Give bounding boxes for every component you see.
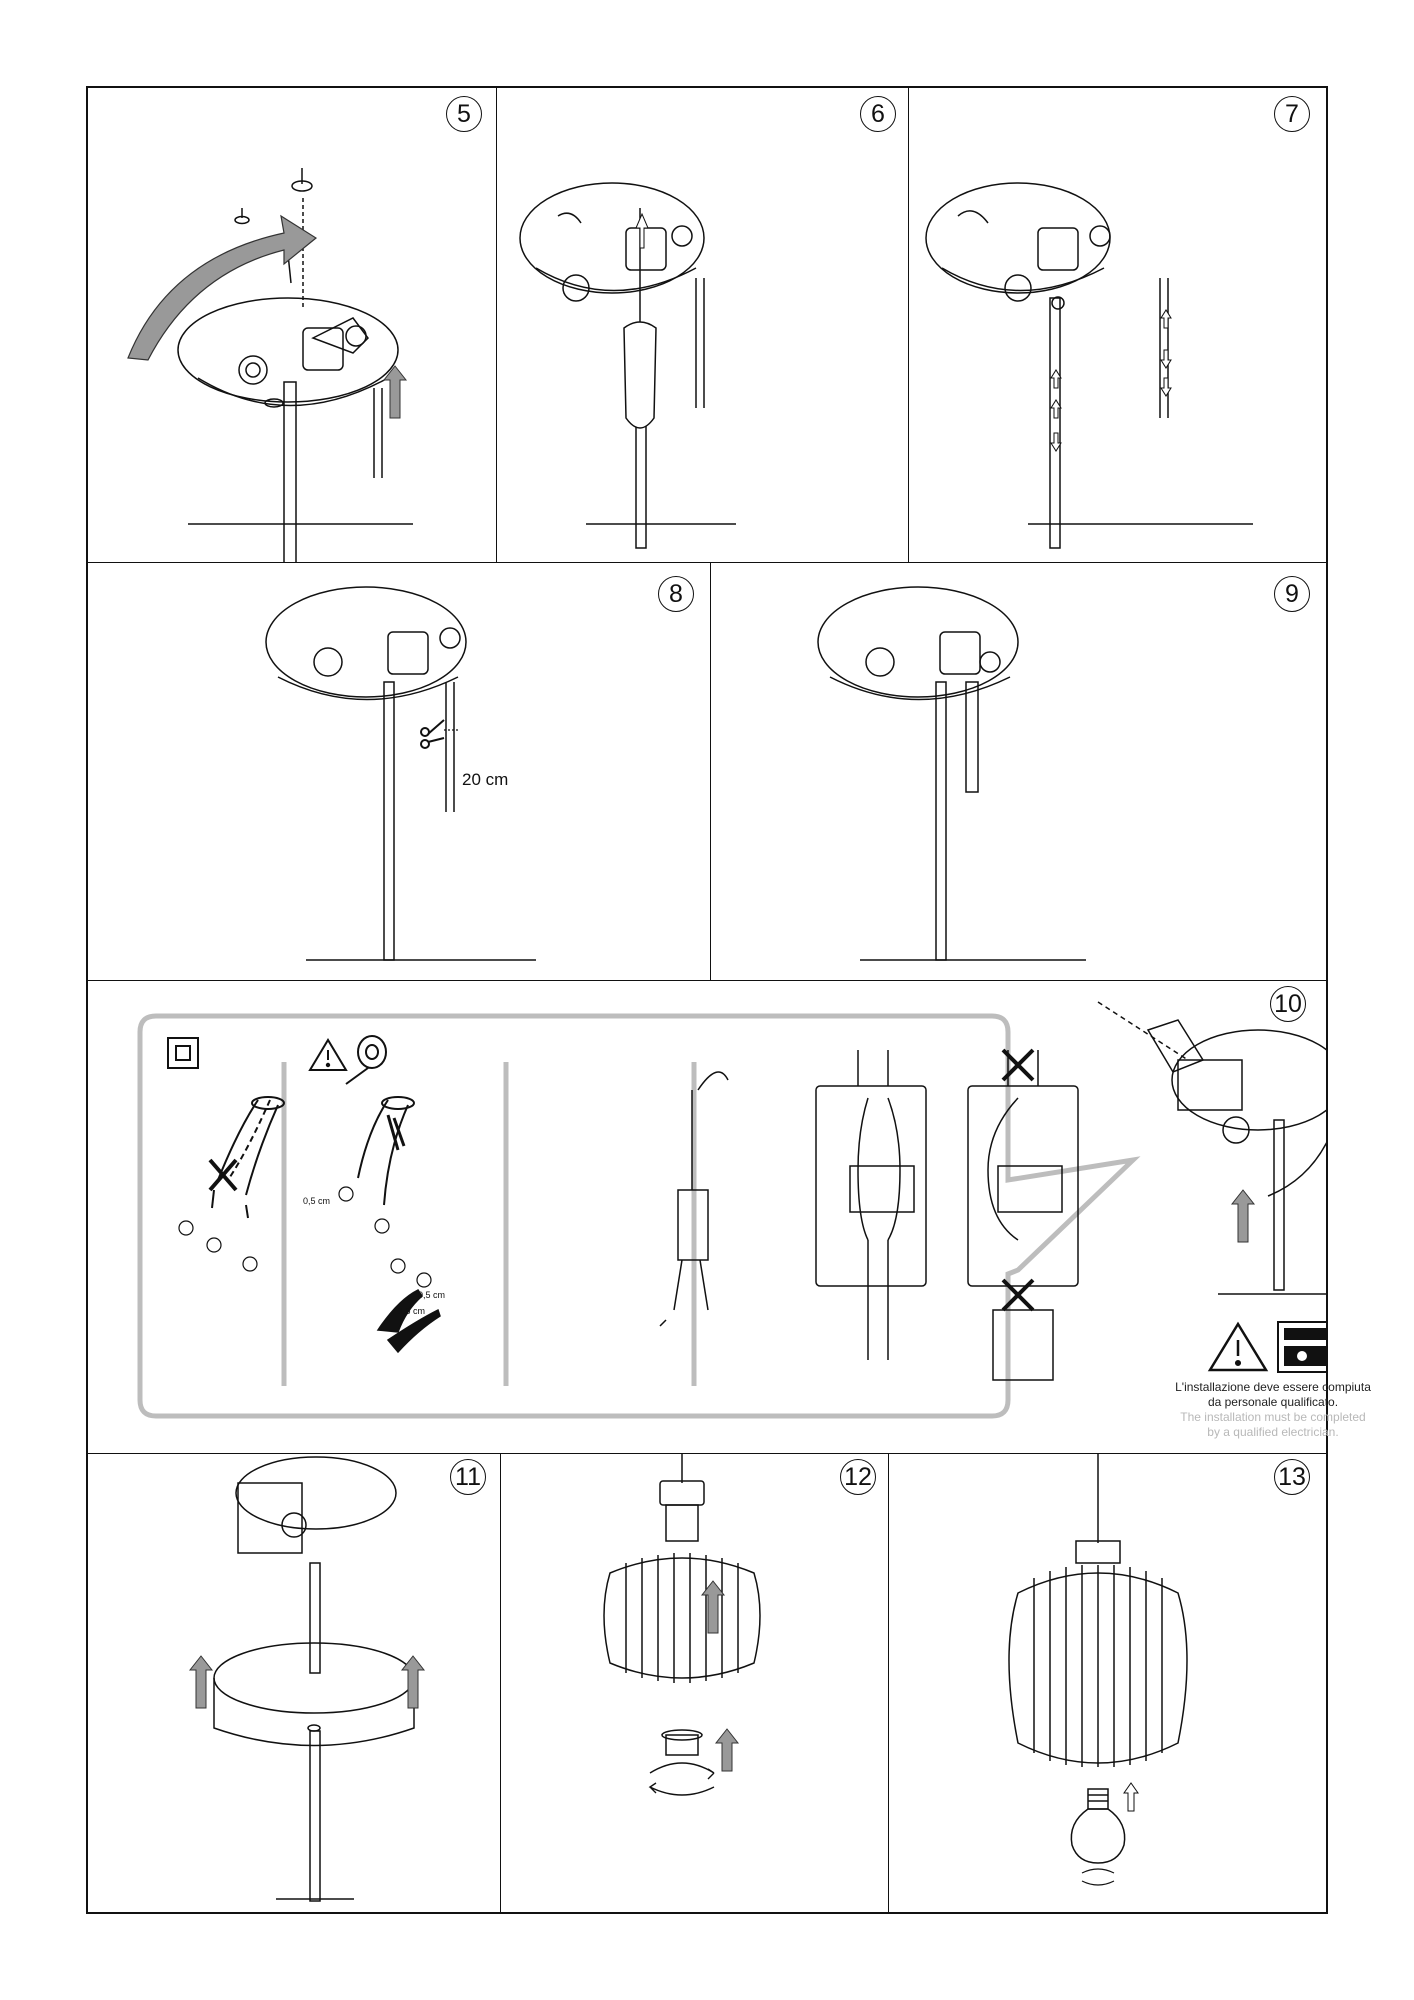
notice-italian-line2: da personale qualificato.	[1207, 1395, 1339, 1409]
step-11-panel	[88, 1453, 500, 1914]
bulb-install-illustration	[888, 1453, 1326, 1914]
step-9-panel	[710, 562, 1326, 980]
ceiling-plate-illustration	[88, 88, 496, 562]
step-7-panel	[908, 88, 1326, 562]
ceiling-plate-illustration	[710, 562, 1326, 980]
notice-italian	[1158, 1380, 1388, 1410]
step-number: 6	[860, 96, 896, 132]
step-8-panel	[88, 562, 710, 980]
step-10-panel	[88, 980, 1371, 1453]
rotate-icon	[650, 1763, 714, 1795]
canopy-illustration	[88, 1453, 500, 1914]
strip-length-a: 0,5 cm	[303, 1196, 331, 1206]
rotate-icon	[1082, 1869, 1114, 1885]
wiring-detail-illustration	[88, 980, 1326, 1453]
warning-icon	[310, 1040, 346, 1070]
instruction-sheet	[86, 86, 1371, 1914]
class-ii-icon	[168, 1038, 198, 1068]
ceiling-plate-illustration	[88, 562, 710, 980]
bulb-icon	[1071, 1789, 1124, 1863]
cut-length-label: 20 cm	[462, 770, 509, 789]
step-6-panel	[496, 88, 908, 562]
ceiling-plate-illustration	[496, 88, 908, 562]
step-number: 13	[1274, 1459, 1310, 1495]
terminal-block-correct	[816, 1050, 926, 1360]
tape-icon	[346, 1036, 386, 1084]
strip-length-c: 1,5 cm	[398, 1306, 426, 1316]
step-number: 12	[840, 1459, 876, 1495]
step-number: 10	[1270, 986, 1306, 1022]
notice-english-line2: by a qualified electrician.	[1207, 1425, 1339, 1439]
step-number: 9	[1274, 576, 1310, 612]
step-number: 8	[658, 576, 694, 612]
notice-english	[1158, 1410, 1388, 1440]
notice-italian-line1: L'installazione deve essere compiuta	[1175, 1380, 1371, 1394]
terminal-block-wrong	[968, 1050, 1078, 1380]
step-13-panel	[888, 1453, 1326, 1914]
step-number: 7	[1274, 96, 1310, 132]
shade-illustration	[500, 1453, 888, 1914]
unplug-power-icon	[1278, 1322, 1326, 1372]
notice-english-line1: The installation must be completed	[1180, 1410, 1366, 1424]
step-number: 5	[446, 96, 482, 132]
step-number: 11	[450, 1459, 486, 1495]
arrow-up-icon	[384, 366, 406, 418]
arrow-rotate-icon	[128, 216, 316, 360]
step-12-panel	[500, 1453, 888, 1914]
warning-icon	[1210, 1324, 1266, 1370]
ceiling-plate-illustration	[908, 88, 1326, 562]
scissors-icon	[421, 720, 444, 748]
step-5-panel	[88, 88, 496, 562]
strip-length-b: 0,5 cm	[418, 1290, 446, 1300]
